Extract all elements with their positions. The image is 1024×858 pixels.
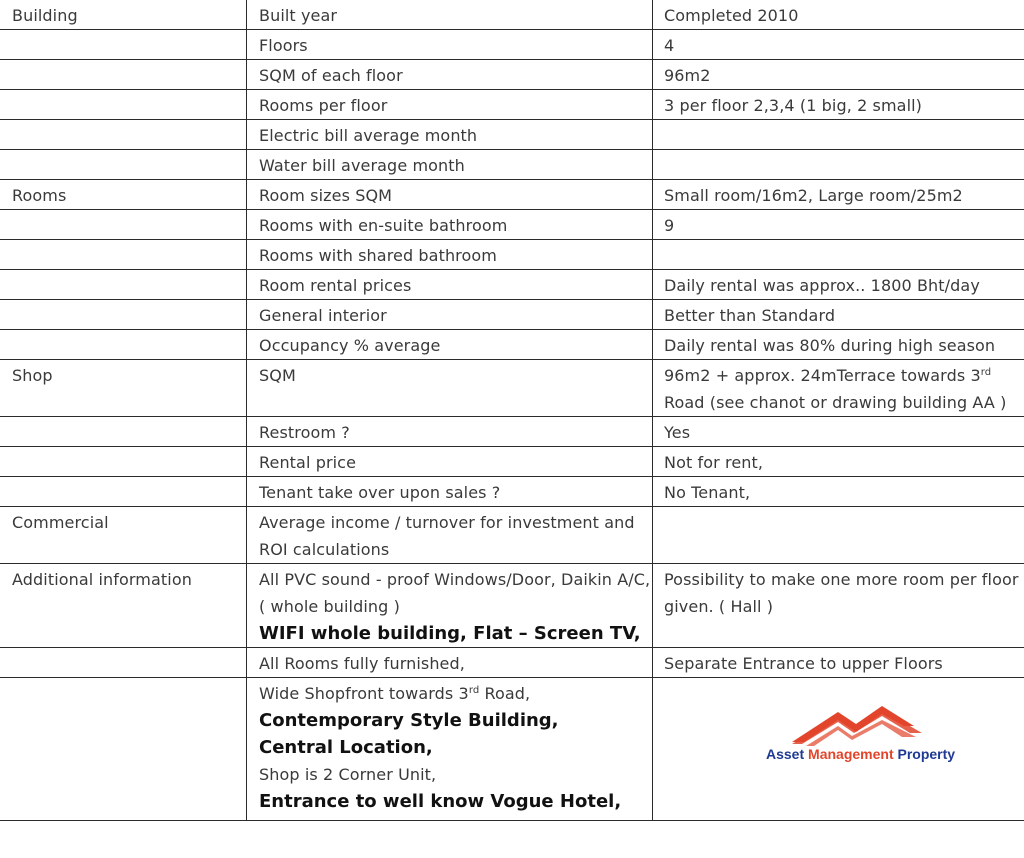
- field-cell: Occupancy % average: [247, 330, 653, 360]
- value-cell: Separate Entrance to upper Floors: [653, 648, 1024, 678]
- category-cell: [0, 417, 247, 447]
- additional-line: All PVC sound - proof Windows/Door, Daikin A/C, ( whole building ): [259, 570, 651, 616]
- table-row: [0, 180, 1024, 210]
- table-row: [0, 150, 1024, 180]
- category-cell: [0, 60, 247, 90]
- category-cell: Rooms: [0, 180, 247, 210]
- value-cell: Small room/16m2, Large room/25m2: [653, 180, 1024, 210]
- field-cell: General interior: [247, 300, 653, 330]
- feature-line: [259, 680, 652, 707]
- feature-line-bold: Central Location,: [259, 737, 433, 758]
- table-row: [0, 300, 1024, 330]
- table-row: [0, 447, 1024, 477]
- value-cell: Daily rental was approx.. 1800 Bht/day: [653, 270, 1024, 300]
- category-cell: Building: [0, 0, 247, 30]
- field-cell: Electric bill average month: [247, 120, 653, 150]
- table-row: [0, 60, 1024, 90]
- field-cell: Rooms with en-suite bathroom: [247, 210, 653, 240]
- category-cell: [0, 477, 247, 507]
- value-cell: No Tenant,: [653, 477, 1024, 507]
- table-row: [0, 0, 1024, 30]
- category-cell: [0, 447, 247, 477]
- table-row: [0, 360, 1024, 417]
- additional-line-bold: WIFI whole building, Flat – Screen TV,: [259, 623, 641, 644]
- field-cell: SQM: [247, 360, 653, 417]
- category-cell: [0, 150, 247, 180]
- table-row: [0, 30, 1024, 60]
- value-cell: 3 per floor 2,3,4 (1 big, 2 small): [653, 90, 1024, 120]
- category-cell: [0, 648, 247, 678]
- value-cell: [653, 507, 1024, 564]
- table-row: [0, 417, 1024, 447]
- logo-cell: [653, 678, 1024, 821]
- feature-text-b: Road,: [479, 684, 531, 703]
- value-cell: Yes: [653, 417, 1024, 447]
- category-cell: [0, 240, 247, 270]
- category-cell: [0, 30, 247, 60]
- field-cell: Restroom ?: [247, 417, 653, 447]
- category-cell: [0, 300, 247, 330]
- category-cell: Commercial: [0, 507, 247, 564]
- field-cell: Room rental prices: [247, 270, 653, 300]
- table-row: [0, 240, 1024, 270]
- field-cell: Floors: [247, 30, 653, 60]
- table-row: [0, 678, 1024, 821]
- table-row: [0, 210, 1024, 240]
- roof-mountains-icon: [792, 696, 932, 746]
- table-row: [0, 564, 1024, 648]
- field-cell: Room sizes SQM: [247, 180, 653, 210]
- logo-word-property: Property: [893, 746, 956, 762]
- category-cell: [0, 120, 247, 150]
- category-cell: [0, 270, 247, 300]
- feature-line-bold: Entrance to well know Vogue Hotel,: [259, 791, 622, 812]
- category-cell: Shop: [0, 360, 247, 417]
- value-cell: Better than Standard: [653, 300, 1024, 330]
- shop-sqm-superscript: rd: [980, 367, 992, 378]
- value-cell: Daily rental was 80% during high season: [653, 330, 1024, 360]
- value-cell: Completed 2010: [653, 0, 1024, 30]
- field-cell: Rental price: [247, 447, 653, 477]
- category-cell: Additional information: [0, 564, 247, 648]
- feature-line-bold: Contemporary Style Building,: [259, 710, 559, 731]
- field-cell: [247, 678, 653, 821]
- table-row: [0, 477, 1024, 507]
- value-cell: 9: [653, 210, 1024, 240]
- value-cell: [653, 240, 1024, 270]
- shop-sqm-text-a: 96m2 + approx. 24mTerrace towards 3: [664, 366, 981, 385]
- category-cell: [0, 210, 247, 240]
- field-cell: [247, 564, 653, 648]
- value-cell: [653, 120, 1024, 150]
- table-row: [0, 648, 1024, 678]
- category-cell: [0, 678, 247, 821]
- value-cell: Possibility to make one more room per floor given. ( Hall ): [653, 564, 1024, 648]
- value-cell: 4: [653, 30, 1024, 60]
- logo-word-asset: Asset: [766, 746, 809, 762]
- field-cell: Built year: [247, 0, 653, 30]
- field-cell: Water bill average month: [247, 150, 653, 180]
- field-cell: Rooms with shared bathroom: [247, 240, 653, 270]
- shop-sqm-text-b: Road (see chanot or drawing building AA ): [664, 393, 1007, 412]
- logo-word-management: Management: [808, 746, 894, 762]
- field-cell: Average income / turnover for investment and ROI calculations: [247, 507, 653, 564]
- field-cell: Tenant take over upon sales ?: [247, 477, 653, 507]
- category-cell: [0, 330, 247, 360]
- value-cell: Not for rent,: [653, 447, 1024, 477]
- feature-text-a: Wide Shopfront towards 3: [259, 684, 469, 703]
- feature-superscript: rd: [468, 685, 480, 696]
- table-row: [0, 90, 1024, 120]
- category-cell: [0, 90, 247, 120]
- value-cell: [653, 150, 1024, 180]
- value-cell: [653, 360, 1024, 417]
- logo-wordmark: [766, 746, 955, 762]
- table-row: [0, 507, 1024, 564]
- company-logo: [664, 680, 1024, 820]
- table-row: [0, 270, 1024, 300]
- value-cell: 96m2: [653, 60, 1024, 90]
- table-row: [0, 330, 1024, 360]
- feature-line: Shop is 2 Corner Unit,: [259, 765, 437, 784]
- table-row: [0, 120, 1024, 150]
- field-cell: SQM of each floor: [247, 60, 653, 90]
- field-cell: All Rooms fully furnished,: [247, 648, 653, 678]
- field-cell: Rooms per floor: [247, 90, 653, 120]
